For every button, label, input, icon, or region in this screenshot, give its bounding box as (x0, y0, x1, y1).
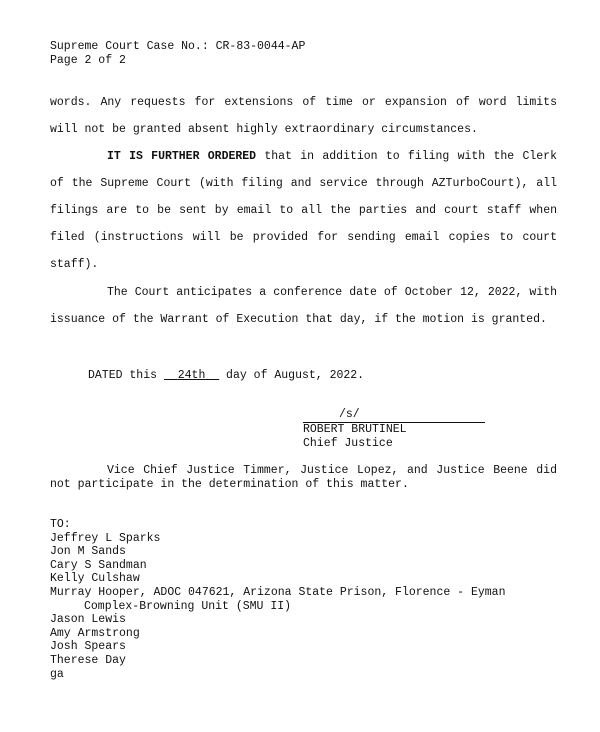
recipient: Therese Day (50, 653, 126, 667)
recipient: Cary S Sandman (50, 558, 147, 572)
dated-prefix: DATED this (88, 369, 164, 382)
dated-day: 24th (177, 369, 206, 382)
recipient: Murray Hooper, ADOC 047621, Arizona State Prison, Florence - Eyman (50, 585, 506, 599)
signature-line (303, 408, 485, 423)
recipient: Jon M Sands (50, 545, 126, 559)
case-number: Supreme Court Case No.: CR-83-0044-AP (50, 40, 306, 53)
paragraph-conference: The Court anticipates a conference date of October 12, 2022, with issuance of the Warrant of Execution that day, if the motion is granted. (50, 286, 557, 326)
further-ordered-text: that in addition to filing with the Clerk of the Supreme Court (with filing and service through AZTurboCourt), all filings are to be sent by email to all the parties and court staff when filed (instructions will be provided for sending email copies to court staff). (50, 150, 557, 271)
distribution-list (50, 518, 505, 681)
signature-mark: /s/ (339, 408, 360, 421)
participation-note: Vice Chief Justice Timmer, Justice Lopez, and Justice Beene did not participate in the determination of this matter. (50, 464, 557, 491)
signer-name: ROBERT BRUTINEL (303, 423, 407, 436)
page-number: Page 2 of 2 (50, 54, 126, 67)
recipient-continuation: Complex-Browning Unit (SMU II) (84, 599, 292, 613)
further-ordered-lead: IT IS FURTHER ORDERED (107, 150, 257, 163)
paragraph-extensions: words. Any requests for extensions of time or expansion of word limits will not be granted absent highly extraordinary circumstances. (50, 96, 557, 136)
paragraph-further-ordered (50, 143, 557, 278)
page-header (50, 40, 305, 68)
recipient: Amy Armstrong (50, 626, 140, 640)
dated-suffix: day of August, 2022. (219, 369, 365, 382)
recipient: Kelly Culshaw (50, 572, 140, 586)
recipient: Jason Lewis (50, 613, 126, 627)
recipient: Jeffrey L Sparks (50, 531, 161, 545)
recipient: Josh Spears (50, 640, 126, 654)
dated-line (88, 362, 364, 389)
signature-block (303, 408, 485, 451)
signer-title: Chief Justice (303, 437, 393, 450)
distribution-label: TO: (50, 518, 71, 531)
recipient: ga (50, 667, 64, 681)
